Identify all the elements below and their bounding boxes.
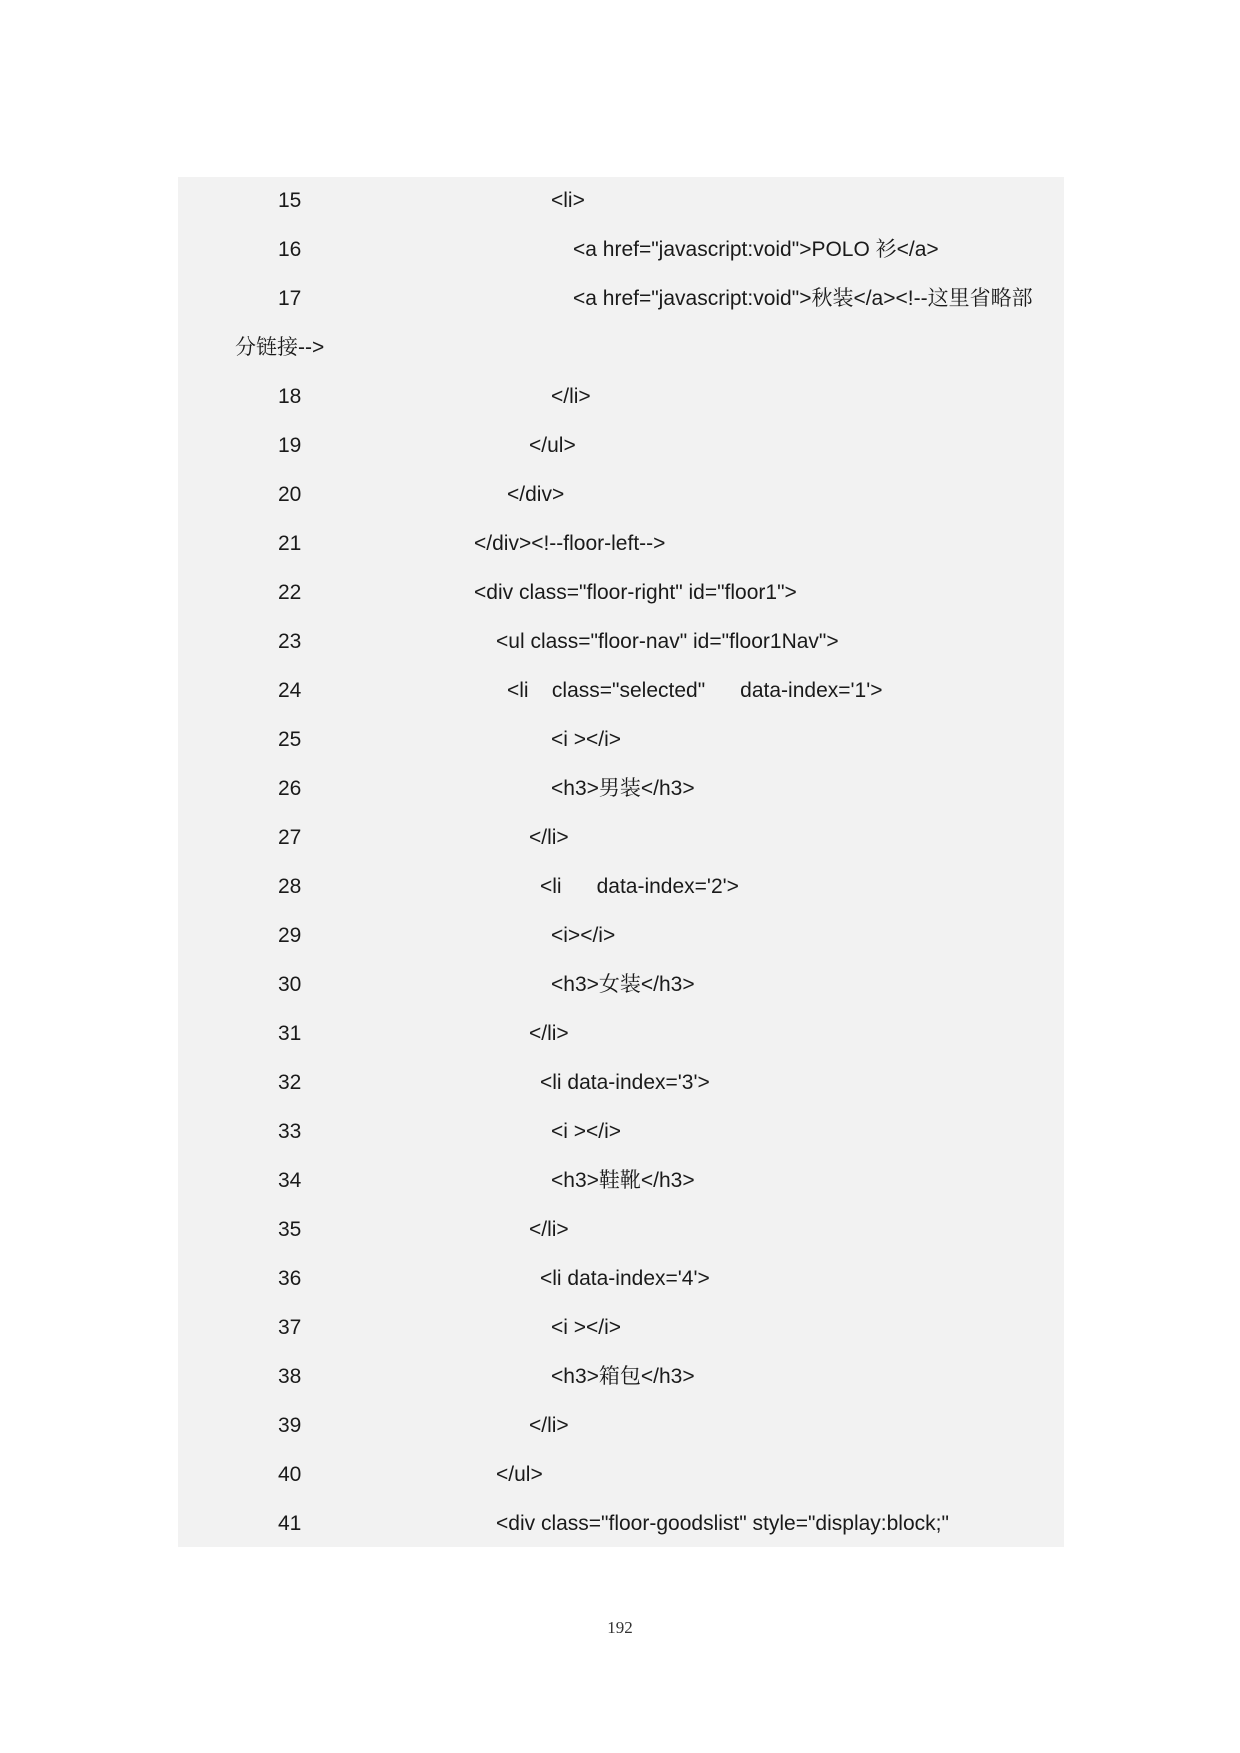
line-number: 23 — [278, 630, 302, 653]
code-listing — [178, 177, 1064, 1547]
code-line-34 — [178, 1157, 1064, 1206]
line-code: <h3>男装</h3> — [551, 777, 695, 800]
code-line-20 — [178, 471, 1064, 520]
line-number: 40 — [278, 1463, 302, 1486]
code-line-35 — [178, 1206, 1064, 1255]
code-line-17-wrap — [178, 324, 1064, 373]
line-number: 21 — [278, 532, 302, 555]
code-line-26 — [178, 765, 1064, 814]
line-number: 20 — [278, 483, 302, 506]
line-code: </li> — [529, 826, 569, 849]
line-code: </ul> — [496, 1463, 543, 1486]
line-code: <div class="floor-right" id="floor1"> — [474, 581, 797, 604]
line-code: <li data-index='3'> — [540, 1071, 710, 1094]
code-line-31 — [178, 1010, 1064, 1059]
code-line-16 — [178, 226, 1064, 275]
line-code: </div> — [507, 483, 565, 506]
code-line-39 — [178, 1402, 1064, 1451]
line-code: <li data-index='2'> — [540, 875, 739, 898]
code-line-28 — [178, 863, 1064, 912]
code-line-17 — [178, 275, 1064, 324]
line-number: 35 — [278, 1218, 302, 1241]
line-number: 34 — [278, 1169, 302, 1192]
line-code: 分链接--> — [235, 336, 325, 359]
line-number: 19 — [278, 434, 302, 457]
line-code: <li> — [551, 189, 585, 212]
code-line-41 — [178, 1500, 1064, 1549]
line-code: </div><!--floor-left--> — [474, 532, 666, 555]
line-code: </li> — [529, 1218, 569, 1241]
code-line-33 — [178, 1108, 1064, 1157]
line-code: </li> — [529, 1022, 569, 1045]
line-number: 25 — [278, 728, 302, 751]
line-number: 18 — [278, 385, 302, 408]
line-number: 37 — [278, 1316, 302, 1339]
code-line-24 — [178, 667, 1064, 716]
code-line-23 — [178, 618, 1064, 667]
line-code: <i></i> — [551, 924, 616, 947]
line-number: 29 — [278, 924, 302, 947]
code-line-30 — [178, 961, 1064, 1010]
line-number: 30 — [278, 973, 302, 996]
line-number: 31 — [278, 1022, 302, 1045]
line-code: </li> — [551, 385, 591, 408]
line-number: 24 — [278, 679, 302, 702]
line-number: 38 — [278, 1365, 302, 1388]
line-code: <i ></i> — [551, 1316, 622, 1339]
line-code: <li data-index='4'> — [540, 1267, 710, 1290]
code-line-36 — [178, 1255, 1064, 1304]
code-line-37 — [178, 1304, 1064, 1353]
code-line-38 — [178, 1353, 1064, 1402]
code-line-25 — [178, 716, 1064, 765]
line-code: </ul> — [529, 434, 576, 457]
line-number: 16 — [278, 238, 302, 261]
line-code: <i ></i> — [551, 728, 622, 751]
line-number: 26 — [278, 777, 302, 800]
page-number: 192 — [607, 1618, 633, 1637]
code-line-40 — [178, 1451, 1064, 1500]
line-code: <h3>鞋靴</h3> — [551, 1169, 695, 1192]
line-number: 33 — [278, 1120, 302, 1143]
line-code: <a href="javascript:void">POLO 衫</a> — [573, 238, 939, 261]
line-code: <li class="selected" data-index='1'> — [507, 679, 883, 702]
code-line-18 — [178, 373, 1064, 422]
line-number: 36 — [278, 1267, 302, 1290]
line-number: 32 — [278, 1071, 302, 1094]
code-line-15 — [178, 177, 1064, 226]
line-code: <i ></i> — [551, 1120, 622, 1143]
line-code: <div class="floor-goodslist" style="display:block;" — [496, 1512, 949, 1535]
code-line-29 — [178, 912, 1064, 961]
line-number: 28 — [278, 875, 302, 898]
line-code: <ul class="floor-nav" id="floor1Nav"> — [496, 630, 839, 653]
line-number: 17 — [278, 287, 302, 310]
line-number: 27 — [278, 826, 302, 849]
line-number: 41 — [278, 1512, 302, 1535]
code-line-32 — [178, 1059, 1064, 1108]
line-number: 15 — [278, 189, 302, 212]
line-number: 22 — [278, 581, 302, 604]
code-line-27 — [178, 814, 1064, 863]
line-code: <a href="javascript:void">秋装</a><!--这里省略部 — [573, 287, 1033, 310]
line-code: </li> — [529, 1414, 569, 1437]
code-line-21 — [178, 520, 1064, 569]
line-number: 39 — [278, 1414, 302, 1437]
line-code: <h3>箱包</h3> — [551, 1365, 695, 1388]
code-line-22 — [178, 569, 1064, 618]
line-code: <h3>女装</h3> — [551, 973, 695, 996]
code-line-19 — [178, 422, 1064, 471]
